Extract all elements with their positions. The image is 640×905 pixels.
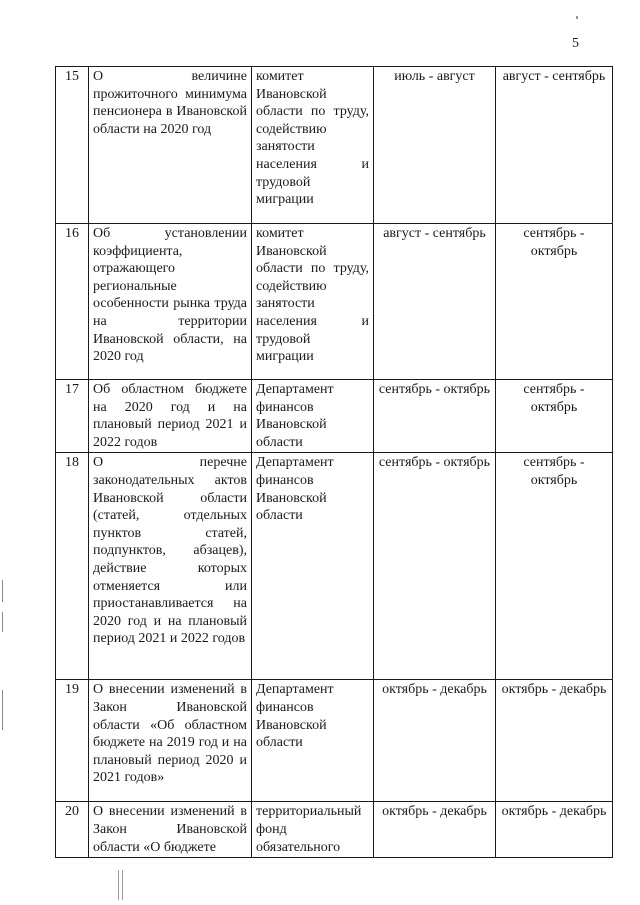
responsible-body: комитет Ивановской области по труду, содействию занятости населения и трудовой миграции bbox=[252, 67, 374, 224]
consideration-term: сентябрь - октябрь bbox=[496, 453, 613, 680]
submission-term: август - сентябрь bbox=[374, 224, 496, 380]
scan-tick-mark bbox=[576, 16, 578, 19]
scan-bottom-mark bbox=[118, 870, 119, 900]
row-number: 20 bbox=[56, 802, 89, 858]
consideration-term: август - сентябрь bbox=[496, 67, 613, 224]
consideration-term: сентябрь - октябрь bbox=[496, 380, 613, 453]
submission-term: июль - август bbox=[374, 67, 496, 224]
consideration-term: октябрь - декабрь bbox=[496, 802, 613, 858]
submission-term: сентябрь - октябрь bbox=[374, 453, 496, 680]
scan-margin-mark bbox=[2, 690, 3, 730]
table-row bbox=[56, 453, 613, 680]
table-row bbox=[56, 380, 613, 453]
row-number: 15 bbox=[56, 67, 89, 224]
scan-margin-mark bbox=[2, 580, 3, 602]
row-number: 19 bbox=[56, 680, 89, 802]
bill-title: Об установлении коэффициента, отражающего региональные особенности рынка труда на территории Ивановской области, на 2020 год bbox=[89, 224, 252, 380]
submission-term: сентябрь - октябрь bbox=[374, 380, 496, 453]
bill-title: О внесении изменений в Закон Ивановской области «О бюджете bbox=[89, 802, 252, 858]
responsible-body: Департамент финансов Ивановской области bbox=[252, 453, 374, 680]
scan-margin-mark bbox=[2, 612, 3, 632]
consideration-term: октябрь - декабрь bbox=[496, 680, 613, 802]
page-number: 5 bbox=[572, 36, 579, 51]
responsible-body: Департамент финансов Ивановской области bbox=[252, 680, 374, 802]
scan-bottom-mark bbox=[122, 870, 123, 900]
legislation-plan-table bbox=[55, 66, 613, 858]
row-number: 18 bbox=[56, 453, 89, 680]
responsible-body: Департамент финансов Ивановской области bbox=[252, 380, 374, 453]
submission-term: октябрь - декабрь bbox=[374, 680, 496, 802]
bill-title: Об областном бюджете на 2020 год и на плановый период 2021 и 2022 годов bbox=[89, 380, 252, 453]
responsible-body: комитет Ивановской области по труду, содействию занятости населения и трудовой миграции bbox=[252, 224, 374, 380]
bill-title: О величине прожиточного минимума пенсионера в Ивановской области на 2020 год bbox=[89, 67, 252, 224]
table-row bbox=[56, 224, 613, 380]
responsible-body: территориальный фонд обязательного bbox=[252, 802, 374, 858]
row-number: 17 bbox=[56, 380, 89, 453]
table-row bbox=[56, 680, 613, 802]
row-number: 16 bbox=[56, 224, 89, 380]
submission-term: октябрь - декабрь bbox=[374, 802, 496, 858]
bill-title: О перечне законодательных актов Ивановской области (статей, отдельных пунктов статей, подпунктов, абзацев), действие которых отменяется или приостанавливается на 2020 год и на плановый период 2021 и 2022 годов bbox=[89, 453, 252, 680]
consideration-term: сентябрь - октябрь bbox=[496, 224, 613, 380]
table-row bbox=[56, 67, 613, 224]
table-row bbox=[56, 802, 613, 858]
bill-title: О внесении изменений в Закон Ивановской области «Об областном бюджете на 2019 год и на плановый период 2020 и 2021 годов» bbox=[89, 680, 252, 802]
